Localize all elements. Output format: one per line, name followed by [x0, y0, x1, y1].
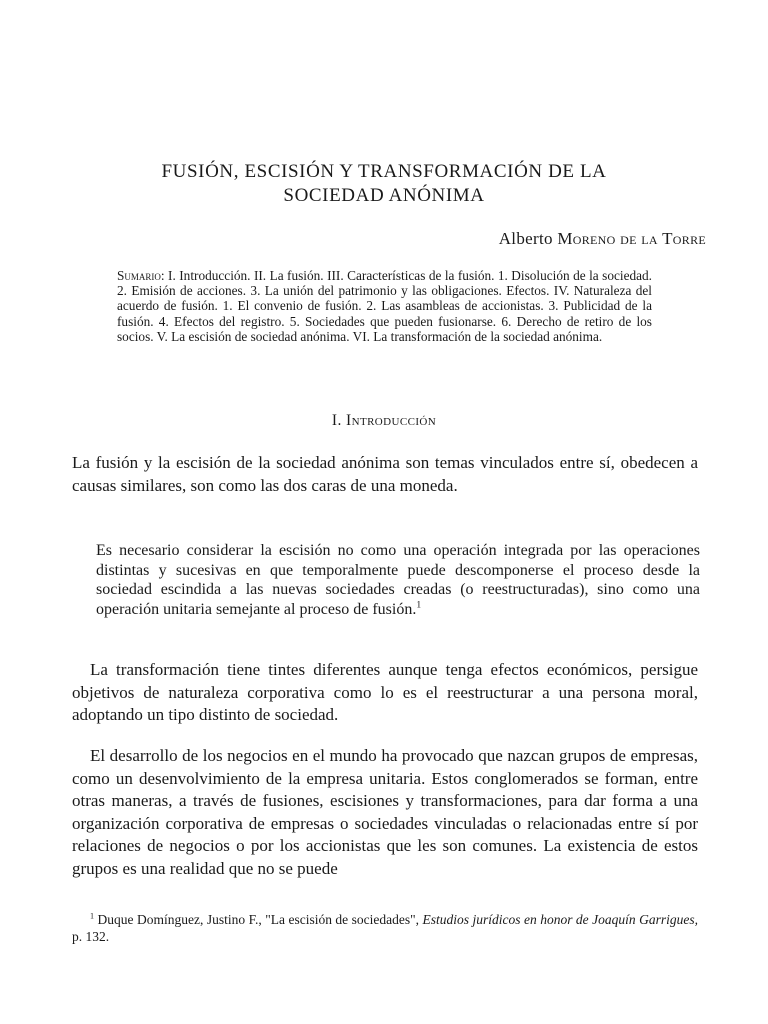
paragraph-3: El desarrollo de los negocios en el mundo ha provocado que nazcan grupos de empresas, como un desenvolvimiento de la empresa unitaria. Estos conglomerados se forman, entre otras maneras, a través de fusiones, escisiones y transformaciones, para dar forma a una organización corporativa de empresas o sociedades vinculadas o relacionadas entre sí por relaciones de negocios o por los accionistas que les son comunes. La existencia de estos grupos es una realidad que no se puede [72, 746, 698, 878]
footnote-text-a: Duque Domínguez, Justino F., "La escisión de sociedades", [97, 912, 420, 927]
paragraph-1: La fusión y la escisión de la sociedad anónima son temas vinculados entre sí, obedecen a causas similares, son como las dos caras de una moneda. [72, 453, 698, 495]
footnote [72, 912, 698, 945]
author-first-name: Alberto [498, 229, 553, 248]
author-name [499, 229, 706, 249]
author-surname: Moreno de la Torre [557, 229, 706, 248]
summary-label: Sumario: [117, 268, 165, 283]
title-line-1: FUSIÓN, ESCISIÓN Y TRANSFORMACIÓN DE LA [161, 161, 607, 182]
section-heading [0, 412, 768, 430]
section-title: Introducción [346, 412, 437, 429]
title-line-2: SOCIEDAD ANÓNIMA [283, 185, 485, 206]
footnote-number: 1 [90, 911, 95, 921]
paragraph-2: La transformación tiene tintes diferentes aunque tenga efectos económicos, persigue objetivos de naturaleza corporativa como lo es el reestructurar a una persona moral, adoptando un tipo distinto de sociedad. [72, 660, 698, 724]
footnote-ref[interactable]: 1 [416, 599, 422, 611]
section-number: I. [331, 412, 342, 429]
footnote-text-b: p. 132. [72, 928, 110, 944]
quote-text: Es necesario considerar la escisión no como una operación integrada por las operaciones distintas y sucesivas en que temporalmente puede descomponerse el proceso desde la sociedad escindida a las nuevas sociedades creadas (o reestructuradas), sino como una operación unitaria semejante al proceso de fusión. [96, 542, 700, 618]
block-quote [96, 541, 700, 619]
summary-block [117, 268, 652, 344]
footnote-title-italic: Estudios jurídicos en honor de Joaquín Garrigues, [422, 912, 699, 927]
article-title [60, 160, 708, 208]
summary-text: I. Introducción. II. La fusión. III. Características de la fusión. 1. Disolución de la sociedad. 2. Emisión de acciones. 3. La unión del patrimonio y las obligaciones. Efectos. IV. Naturaleza del acuerdo de fusión. 1. El convenio de fusión. 2. Las asambleas de accionistas. 3. Publicidad de la fusión. 4. Efectos del registro. 5. Sociedades que pueden fusionarse. 6. Derecho de retiro de los socios. V. La escisión de sociedad anónima. VI. La transformación de la sociedad anónima. [117, 268, 652, 344]
